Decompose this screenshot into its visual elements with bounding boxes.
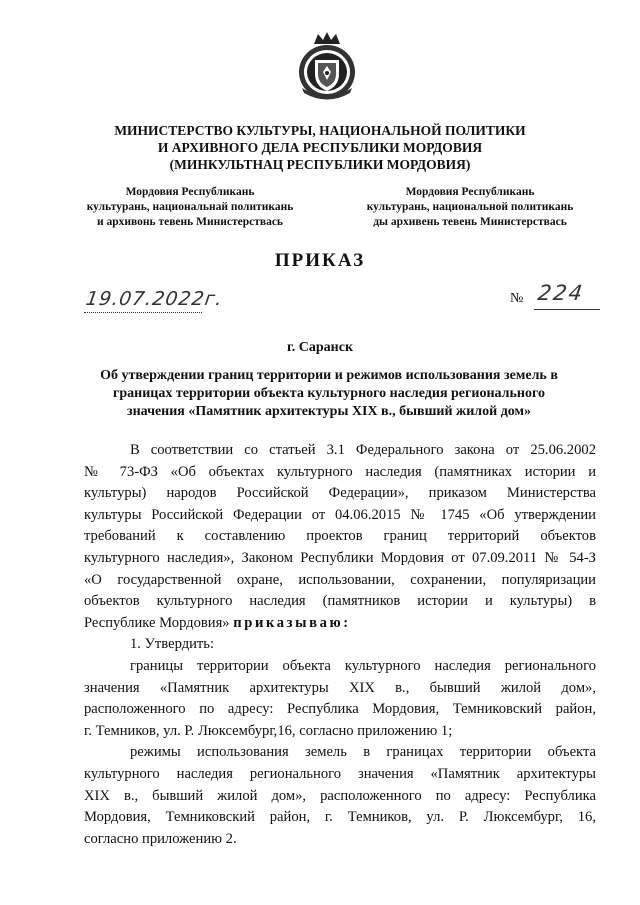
- body-line: требований к составлению проектов границ территорий объектов: [84, 528, 596, 545]
- body-line: границы территории объекта культурного наследия регионального: [130, 657, 596, 674]
- body-line: г. Темников, ул. Р. Люксембург,16, согласно приложению 1;: [84, 722, 453, 739]
- ministry-name-line: (МИНКУЛЬТНАЦ РЕСПУБЛИКИ МОРДОВИЯ): [169, 157, 471, 172]
- paragraph-preamble: [84, 440, 596, 634]
- body-line: объектов культурного наследия (памятников истории и культуры) в: [84, 593, 596, 610]
- paragraph-item-1: [84, 634, 596, 656]
- subject-line: границах территории объекта культурного наследия регионального: [113, 386, 545, 401]
- body-line: «О государственной охране, использовании, сохранении, популяризации: [84, 571, 596, 588]
- erzya-line: культурань, национальной политикань: [366, 201, 574, 213]
- body-line: режимы использования земель в границах территории объекта: [130, 744, 596, 761]
- body-line: [84, 613, 596, 635]
- order-city: г. Саранск: [286, 340, 354, 355]
- paragraph-regimes: [84, 742, 596, 850]
- subject-line: значения «Памятник архитектуры XIX в., бывший жилой дом»: [126, 404, 532, 419]
- order-number: [510, 283, 620, 313]
- order-number-handwritten: 224: [536, 281, 586, 305]
- erzya-line: ды архивень тевень Министерствась: [373, 216, 567, 228]
- moksha-line: культурань, национальнай политикань: [86, 201, 294, 213]
- body-line: № 73-ФЗ «Об объектах культурного наследия (памятниках истории и: [84, 463, 596, 480]
- document-title: ПРИКАЗ: [274, 250, 366, 271]
- body-line: В соответствии со статьей 3.1 Федерального закона от 25.06.2002: [130, 442, 596, 458]
- moksha-line: Мордовия Республикань: [125, 186, 255, 198]
- order-command: приказываю:: [233, 614, 351, 631]
- date-underline: [84, 312, 202, 313]
- moksha-line: и архивонь тевень Министерствась: [96, 216, 284, 228]
- ministry-name-erzya: [345, 185, 595, 230]
- body-line: культурного наследия регионального значения «Памятник архитектуры: [84, 765, 596, 782]
- subject-line: Об утверждении границ территории и режимов использования земель в: [100, 368, 558, 383]
- body-line: значения «Памятник архитектуры XIX в., бывший жилой дом»,: [84, 679, 596, 696]
- ministry-name: [80, 122, 560, 173]
- order-subject: [84, 367, 574, 421]
- body-line: 1. Утвердить:: [130, 636, 215, 653]
- ministry-name-line: МИНИСТЕРСТВО КУЛЬТУРЫ, НАЦИОНАЛЬНОЙ ПОЛИТИКИ: [114, 123, 526, 138]
- body-line: культуры Российской Федерации от 04.06.2015 № 1745 «Об утверждении: [84, 506, 596, 523]
- order-date: [84, 288, 224, 314]
- order-date-handwritten: 19.07.2022г.: [84, 288, 225, 310]
- body-line: Мордовия, Темниковский район, г. Темников, ул. Р. Люксембург, 16,: [84, 809, 596, 826]
- number-sign: №: [510, 291, 524, 306]
- erzya-line: Мордовия Республикань: [405, 186, 535, 198]
- body-line: культурного наследия», Законом Республики Мордовия от 07.09.2011 № 54-З: [84, 549, 596, 566]
- body-line: согласно приложению 2.: [84, 830, 237, 847]
- body-line: XIX в., бывший жилой дом», расположенного по адресу: Республика: [84, 787, 596, 804]
- number-underline: [534, 309, 600, 310]
- ministry-name-line: И АРХИВНОГО ДЕЛА РЕСПУБЛИКИ МОРДОВИЯ: [157, 140, 483, 155]
- ministry-name-moksha: [70, 185, 310, 230]
- body-line: расположенного по адресу: Республика Мордовия, Темниковский район,: [84, 701, 596, 718]
- paragraph-borders: [84, 656, 596, 742]
- order-body: [84, 440, 596, 850]
- body-line-text: Республике Мордовия»: [84, 614, 230, 631]
- body-line: культуры) народов Российской Федерации», приказом Министерства: [84, 485, 596, 502]
- coat-of-arms-of-mordovia-icon: [296, 30, 358, 102]
